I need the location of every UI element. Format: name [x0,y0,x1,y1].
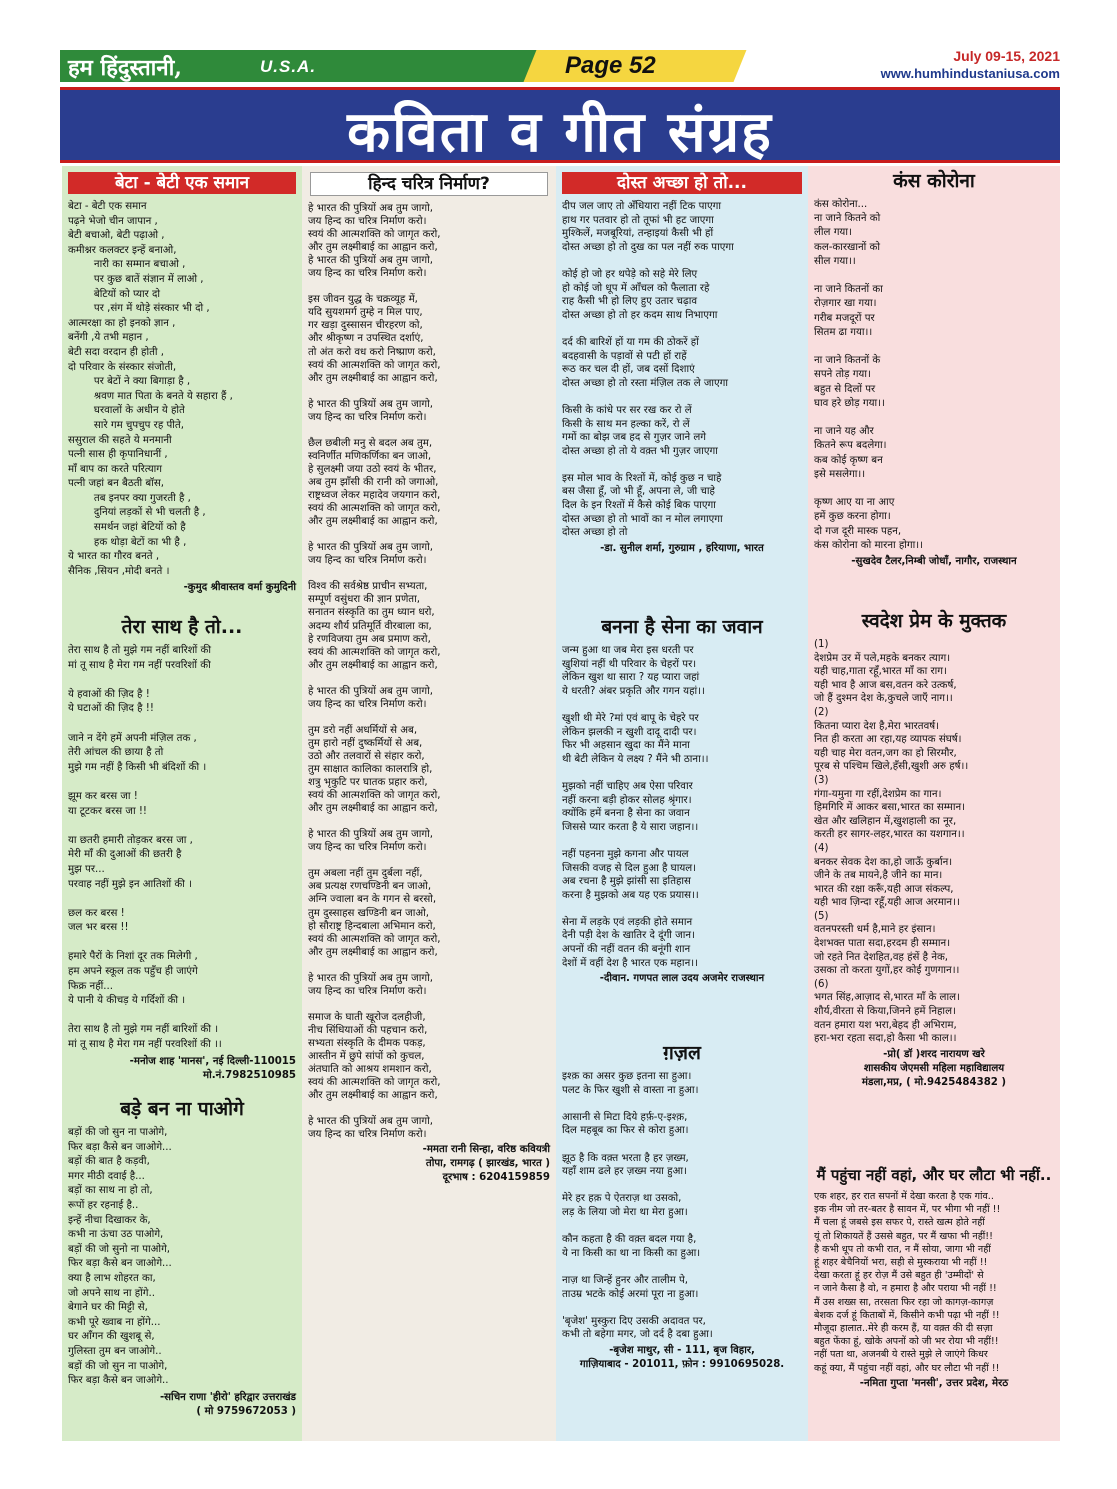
poem-text: एक शहर, हर रात सपनों में देखा करता है एक गांव.. इक नीम जो तर-बतर है सावन में, पर भीगा भी नहीं !! मैं चला हूं जबसे इस सफर पे, रास्ते खत्म होते नहीं यूं तो शिकायतें हैं उससे बहुत, पर मैं खफा भी नहीं!! है कभी धूप तो कभी रात, न मैं सोया, जागा भी नहीं हूं शहर बेचैनियों भरा, सही से मुस्कराया भी नहीं !! देखा करता हूं हर रोज़ मैं उसे बहुत ही 'उम्मीदों' से न जाने कैसा है वो, न हमारा है और पराया भी नहीं !! मैं उस शख्स सा, तरसता फिर रहा जो कागज़-कागज़ बेशक दर्ज हूं किताबों में, किसीने कभी पढ़ा भी नहीं !! मौजूदा हालात..मेरे ही करम हैं, या वक़्त की दी सज़ा बहुत फेंका हूं, खोके अपनों को जी भर रोया भी नहीं!! नहीं पता था, अजनबी ये रास्ते मुझे ले जाएंगे किधर कहूं क्या, मैं पहुंचा नहीं वहां, और घर लौटा भी नहीं !! [814,1191,1001,1374]
poem-tera-saath [62,616,302,1083]
poem-text: (1) देशप्रेम उर में पले,महके बनकर त्याग। यही चाह,गाता रहूँ,भारत माँ का राग। यही भाव है आज बस,वतन करे उत्कर्ष, जो हैं दुश्मन देश के,कुचले जाएँ नाग।। (2) कितना प्यारा देश है,मेरा भारतवर्ष। नित ही करता आ रहा,यह व्यापक संघर्ष। यही चाह मेरा वतन,जग का हो सिरमौर, पूरब से पश्चिम खिले,हँसी,खुशी अरु हर्ष।। (3) गंगा-यमुना गा रहीं,देशप्रेम का गान। हिमगिरि में आकर बसा,भारत का सम्मान। खेत और खलिहान में,खुशहाली का नूर, करती हर सागर-लहर,भारत का यशगान।। (4) बनकर सेवक देश का,हो जाऊँ कुर्बान। जीने के तब मायने,है जीने का मान। भारत की रक्षा करूँ,यही आज संकल्प, यही भाव ज़िन्दा रहूँ,यही आज अरमान।। (5) वतनपरस्ती धर्म है,माने हर इंसान। देशभक्त पाता सदा,हरदम ही सम्मान। जो रहते नित देशहित,वह हंसें है नेक, उसका तो करता युगों,हर कोई गुणगान।। (6) भगत सिंह,आज़ाद से,भारत माँ के लाल। शौर्य,वीरता से किया,जिनने हमें निहाल। वतन हमारा यश भरा,बेहद ही अभिराम, हरा-भरा रहता सदा,हो कैसा भी काल।। [814,639,969,1045]
poem-title: बेटा - बेटी एक समान [68,172,296,194]
column-4 [808,166,1060,1441]
poem-author: -बृजेश माथुर, सी - 111, बृज विहार, गाज़ियाबाद - 201011, फ़ोन : 9910695028. [579,1344,785,1370]
poem-title: स्वदेश प्रेम के मुक्तक [861,610,1007,632]
website-link[interactable]: www.humhindustaniusa.com [880,66,1060,81]
poem-text: तेरा साथ है तो मुझे गम नहीं बारिशों की मां तू साथ है मेरा गम नहीं परवरिशों की ये हवाओं की ज़िद है ! ये घटाओं की ज़िद है !! जाने न देंगे हमें अपनी मंज़िल तक , तेरी आंचल की छाया है तो मुझे गम नहीं है किसी भी बंदिशों की । झूम कर बरस जा ! या टूटकर बरस जा !! या छतरी हमारी तोड़कर बरस जा , मेरी माँ की दुआओं की छतरी है मुझ पर... परवाह नहीं मुझे इन आतिशों की । छल कर बरस ! जल भर बरस !! हमारे पैरों के निशां दूर तक मिलेगी , हम अपने स्कूल तक पहुँच ही जाएंगे फिक्र नहीं... ये पानी ये कीचड़ ये गर्दिशों की । तेरा साथ है तो मुझे गम नहीं बारिशों की । मां तू साथ है मेरा गम नहीं परवरिशों की ।। [68,645,222,1051]
poem-text: दीप जल जाए तो अँधियारा नहीं टिक पाएगा हाथ गर पतवार हो तो तूफां भी हट जाएगा मुश्किलें, मजबूरियां, तन्हाइयां कैसी भी हों दोस्त अच्छा हो तो दुख का पल नहीं रुक पाएगा कोई हो जो हर थपेड़े को सहे मेरे लिए हो कोई जो धूप में आँचल को फैलाता रहे राह कैसी भी हो लिए हुए उतार चढ़ाव दोस्त अच्छा हो तो हर कदम साथ निभाएगा दर्द की बारिशें हों या गम की ठोकरें हों बदहवासी के पड़ावों से पटी हों राहें रूठ कर चल दी हों, जब दसों दिशाएं दोस्त अच्छा हो तो रस्ता मंज़िल तक ले जाएगा किसी के कांधे पर सर रख कर रो लें किसी के साथ मन हल्का करें, रो लें गमों का बोझ जब हद से गुज़र जाने लगे दोस्त अच्छा हो तो ये वक़्त भी गुज़र जाएगा इस मोल भाव के रिश्तों में, कोई कुछ न चाहे बस जैसा हूँ, जो भी हूँ, अपना ले, जी चाहे दिल के इन रिश्तों में कैसे कोई बिक पाएगा दोस्त अच्छा हो तो भावों का न मोल लगाएगा दोस्त अच्छा हो तो [562,201,734,539]
poem-author: -सुखदेव टैलर,निम्बी जोधाँ, नागौर, राजस्थान [851,556,1017,568]
issue-date: July 09-15, 2021 [953,48,1060,64]
poem-title: मैं पहुंचा नहीं वहां, और घर लौटा भी नहीं.. [816,1166,1052,1184]
poem-author: -डा. सुनील शर्मा, गुरुग्राम , हरियाणा, भारत [600,542,764,554]
poem-text: इश्क़ का असर कुछ इतना सा हुआ। पलट के फिर खुशी से वास्ता ना हुआ। आसानी से मिटा दिये हर्फ़-ए-इश्क़, दिल महबूब का फिर से कोरा हुआ। झूठ है कि वक़्त भरता है हर ज़ख्म, यहाँ शाम ढले हर ज़ख्म नया हुआ। मेरे हर हक़ पे ऐतराज़ था उसको, लड़ के लिया जो मेरा था मेरा हुआ। कौन कहता है की वक़्त बदल गया है, ये ना किसी का था ना किसी का हुआ। नाज़ था जिन्हें हुनर और तालीम पे, ताउम्र भटके कोई अरमां पूरा ना हुआ। 'बृजेश' मुस्कुरा दिए उसकी अदावत पर, कभी तो बहेगा मगर, जो दर्द है दबा हुआ। [562,1071,713,1341]
poem-author: -ममता रानी सिन्हा, वरिष्ठ कवियत्री तोपा, रामगढ़ ( झारखंड, भारत ) दूरभाष : 6204159859 [422,1144,550,1184]
page-number: Page 52 [565,52,656,79]
publication-region: U.S.A. [260,57,317,76]
poem-text: जन्म हुआ था जब मेरा इस धरती पर खुशियां नहीं थी परिवार के चेहरों पर। लेकिन खुश था सारा ? यह प्यारा जहां ये धरती? अंबर प्रकृति और गगन यहां।। खुशी थी मेरे ?मां एवं बापू के चेहरे पर लेकिन झलकी न खुशी दादू दादी पर। फिर भी अहसान खुदा का मैंने माना थी बेटी लेकिन ये लक्ष्य ? मैंने भी ठाना।। मुझको नहीं चाहिए अब ऐसा परिवार नहीं करना बड़ी होकर सोलह श्रृंगार। क्योंकि हमें बनना है सेना का जवान जिससे प्यार करता है ये सारा जहान।। नहीं पहनना मुझे कगना और पायल जिसकी वजह से दिल हुआ है घायल। अब रचना है मुझे झांसी सा इतिहास करना है मुझको अब यह एक प्रयास।। सेना में लड़के एवं लड़की होते समान देनी पड़ी देश के खातिर दे दूंगी जान। अपनों की नहीं वतन की बनूंगी शान देशों में वहीं देश है भारत एक महान।। [562,645,709,969]
poem-text: बड़ों की जो सुन ना पाओगे, फिर बड़ा कैसे बन जाओगे... बड़ों की बात है कड़वी, मगर मीठी दवाई है... बड़ों का साथ ना हो तो, रूपों हर रहनाई है.. इन्हें नीचा दिखाकर के, कभी ना ऊंचा उठ पाओगे, बड़ों की जो सुनो ना पाओगे, फिर बड़ा कैसे बन जाओगे... क्या है लाभ शोहरत का, जो अपने साथ ना होंगे.. बेगाने घर की मिट्टी से, कभी पूरे ख्वाब ना होंगे... घर आँगन की खुशबू से, गुलिस्ता तुम बन जाओगे.. बड़ों की जो सुन ना पाओगे, फिर बड़ा कैसे बन जाओगे.. [68,1127,172,1387]
poem-sena-jawan [556,616,808,986]
poem-swadesh-prem [808,610,1060,1090]
poem-title: दोस्त अच्छा हो तो... [562,172,802,194]
poem-author: -प्रो( डॉ )शरद नारायण खरे शासकीय जेएमसी महिला महाविद्यालय मंडला,मप्र, ( मो.9425484382 ) [861,1048,1007,1088]
poem-author: -सचिन राणा 'हीरो' हरिद्वार उत्तराखंड ( मो 9759672053 ) [159,1391,296,1417]
column-3 [556,166,808,1441]
section-banner [60,87,1060,163]
poem-title: तेरा साथ है तो... [121,616,243,638]
publication-title: हम हिंदुस्तानी, [68,55,182,81]
poem-bade-ban [62,1098,302,1419]
section-title: कविता व गीत संग्रह [347,100,773,165]
poem-title: कंस कोरोना [893,170,975,192]
poem-author: -कुमुद श्रीवास्तव वर्मा कुमुदिनी [183,582,296,594]
column-1 [62,166,302,1441]
masthead [60,50,1060,82]
poem-title: हिन्द चरित्र निर्माण? [310,172,548,196]
poem-main-pahuncha [808,1166,1060,1391]
poem-beta-beti [62,172,302,595]
poem-author: -दीवान. गणपत लाल उदय अजमेर राजस्थान [599,973,765,985]
poem-title: बड़े बन ना पाओगे [120,1098,244,1120]
poem-author: -नमिता गुप्ता 'मनसी', उत्तर प्रदेश, मेरठ [859,1377,1009,1389]
poem-kans-corona [808,170,1060,569]
poem-text: बेटा - बेटी एक समान पढ़ने भेजो चीन जापान , बेटी बचाओ, बेटी पढ़ाओ , कमीश्नर कलक्टर इन्हें बनाओ, नारी का सम्मान बचाओ , पर कुछ बातें संज्ञान में लाओ , बेटियों को प्यार दो पर ,संग में थोड़े संस्कार भी दो , आत्मरक्षा का हो इनको ज्ञान , बनेंगी ,ये तभी महान , बेटी सदा वरदान ही होती , दो परिवार के संस्कार संजोती, पर बेटों ने क्या बिगाड़ा है , श्रवण मात पिता के बनते ये सहारा हैं , घरवालों के अधीन ये होते सारे गम चुपचुप रह पीते, ससुराल की सहते ये मनमानी पत्नी सास ही कृपानिधानीं , माँ बाप का करते परित्याग पत्नी जहां बन बैठती बॉस, तब इनपर क्या गुजरती है , दुनियां लड़कों से भी चलती है , समर्थन जहां बेटियों को है हक थोड़ा बेटों का भी है , ये भारत का गौरव बनते , सैनिक ,सियन ,मोदी बनते । [68,201,233,577]
masthead-brand-bar [60,50,540,82]
column-2 [302,166,556,1441]
poem-text: कंस कोरोना... ना जाने कितने को लील गया। कल-कारखानों को सील गया।। ना जाने कितनों का रोज़गार खा गया। गरीब मजदूरों पर सितम ढा गया।। ना जाने कितनों के सपने तोड़ गया। बहुत से दिलों पर घाव हरे छोड़ गया।। ना जाने यह और कितने रूप बदलेगा। कब कोई कृष्ण बन इसे मसलेगा।। कृष्ण आए या ना आए हमें कुछ करना होगा। दो गज दूरी मास्क पहन, कंस कोरोना को मारना होगा।। [814,199,924,551]
poem-title: ग़ज़ल [663,1042,701,1064]
poem-author: -मनोज शाह 'मानस', नई दिल्ली-110015 मो.नं.7982510985 [129,1055,296,1081]
poem-title: बनना है सेना का जवान [601,616,763,638]
poem-hind-charitra [302,172,556,1185]
poem-text: हे भारत की पुत्रियों अब तुम जागो, जय हिन्द का चरित्र निर्माण करो। स्वयं की आत्मशक्ति को जागृत करो, और तुम लक्ष्मीबाई का आह्वान करो, हे भारत की पुत्रियों अब तुम जागो, जय हिन्द का चरित्र निर्माण करो। इस जीवन युद्ध के चक्रव्यूह में, यदि सुयशमर्ग तुम्हे न मिल पाए, गर खड़ा दुस्सासन चीरहरण को, और श्रीकृष्ण न उपस्थित दर्शाएं, तो अंत करो वध करो निष्प्राण करो, स्वयं की आत्मशक्ति को जागृत करो, और तुम लक्ष्मीबाई का आह्वान करो, हे भारत की पुत्रियों अब तुम जागो, जय हिन्द का चरित्र निर्माण करो। छैल छबीली मनु से बदल अब तुम, स्वनिर्णीत मणिकर्णिका बन जाओ, हे सुलक्ष्मी जया उठो स्वयं के भीतर, अब तुम झाँसी की रानी को जगाओ, राष्ट्रध्वज लेकर महादेव जयगान करो, स्वयं की आत्मशक्ति को जागृत करो, और तुम लक्ष्मीबाई का आह्वान करो, हे भारत की पुत्रियों अब तुम जागो, जय हिन्द का चरित्र निर्माण करो। विश्व की सर्वश्रेष्ठ प्राचीन सभ्यता, सम्पूर्ण वसुंधरा की ज्ञान प्रणेता, सनातन संस्कृति का तुम ध्यान धरो, अदम्य शौर्य प्रतिमूर्ति वीरबाला का, हे रणविजया तुम अब प्रमाण करो, स्वयं की आत्मशक्ति को जागृत करो, और तुम लक्ष्मीबाई का आह्वान करो, हे भारत की पुत्रियों अब तुम जागो, जय हिन्द का चरित्र निर्माण करो। तुम डरो नहीं अधर्मियों से अब, तुम हारो नहीं दुष्कर्मियों से अब, उठो और तलवारों से संहार करो, तुम साक्षात कालिका कालरात्रि हो, शत्रु भृकुटि पर घातक प्रहार करो, स्वयं की आत्मशक्ति को जागृत करो, और तुम लक्ष्मीबाई का आह्वान करो, हे भारत की पुत्रियों अब तुम जागो, जय हिन्द का चरित्र निर्माण करो। तुम अबला नहीं तुम दुर्बला नहीं, अब प्रत्यक्ष रणचण्डिनी बन जाओ, अग्नि ज्वाला बन के गगन से बरसो, तुम दुस्साहस खण्डिनी बन जाओ, हो सौराष्ट्र हिन्दबाला अभिमान करो, स्वयं की आत्मशक्ति को जागृत करो, और तुम लक्ष्मीबाई का आह्वान करो, हे भारत की पुत्रियों अब तुम जागो, जय हिन्द का चरित्र निर्माण करो। समाज के घाती खूरोज दलहीजी, नीच सिंधियाओं की पहचान करो, सभ्यता संस्कृति के दीमक पकड़, आस्तीन में छुपे सांपों को कुचल, अंतघाति को आश्रय शमशान करो, स्वयं की आत्मशक्ति को जागृत करो, और तुम लक्ष्मीबाई का आह्वान करो, हे भारत की पुत्रियों अब तुम जागो, जय हिन्द का चरित्र निर्माण करो। [308,203,441,1141]
poem-ghazal [556,1042,808,1372]
poem-dost-achha [556,172,808,556]
